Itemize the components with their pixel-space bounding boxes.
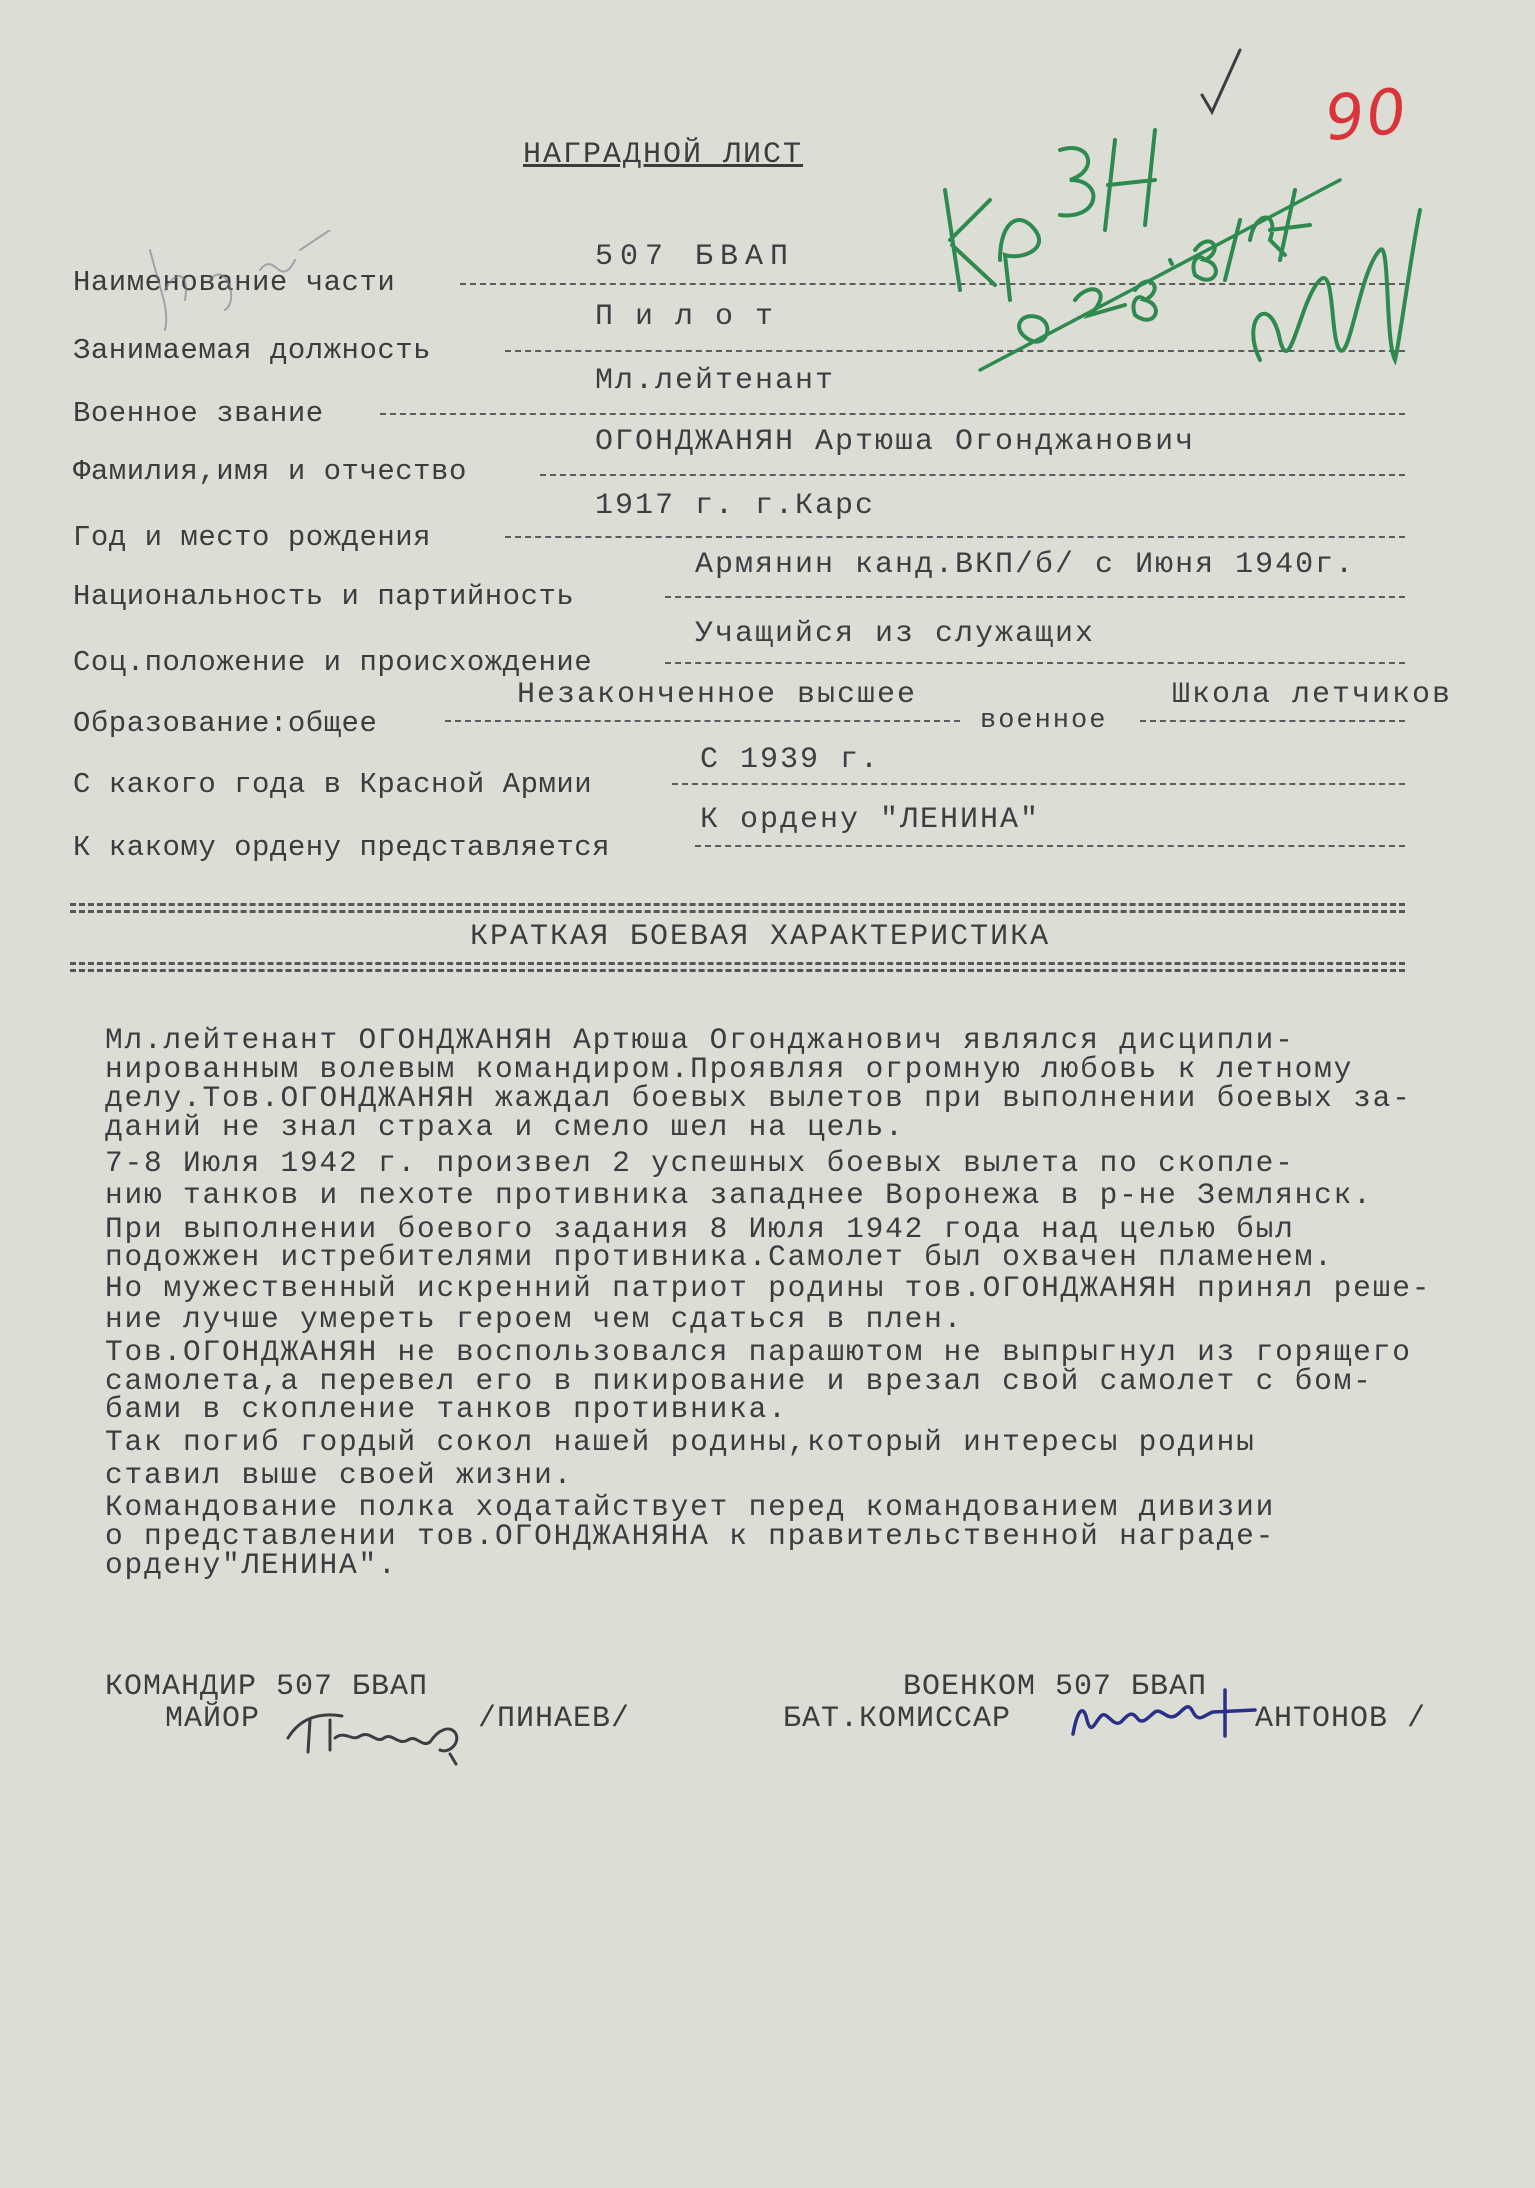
field-underline bbox=[665, 662, 1405, 664]
commander-title: КОМАНДИР 507 БВАП bbox=[105, 1670, 429, 1704]
commissar-rank: БАТ.КОМИССАР bbox=[783, 1702, 1012, 1736]
field-underline bbox=[505, 350, 1405, 352]
field-value-army-since: С 1939 г. bbox=[700, 743, 881, 777]
body-line: При выполнении боевого задания 8 Июля 1942 года над целью был bbox=[105, 1212, 1295, 1246]
body-line: Мл.лейтенант ОГОНДЖАНЯН Артюша Огонджанович являлся дисципли- bbox=[105, 1023, 1295, 1057]
field-value-social: Учащийся из служащих bbox=[695, 617, 1096, 651]
body-line: самолета,а перевел его в пикирование и врезал свой самолет с бом- bbox=[105, 1364, 1373, 1398]
red-handwritten-number: 90 bbox=[1321, 73, 1412, 156]
body-line: Так погиб гордый сокол нашей родины,который интересы родины bbox=[105, 1425, 1256, 1459]
field-underline bbox=[540, 474, 1405, 476]
commander-rank: МАЙОР bbox=[165, 1702, 261, 1736]
field-label-birth: Год и место рождения bbox=[73, 521, 432, 554]
body-line: Но мужественный искренний патриот родины тов.ОГОНДЖАНЯН принял реше- bbox=[105, 1271, 1432, 1305]
body-line: ставил выше своей жизни. bbox=[105, 1458, 574, 1492]
field-label-education: Образование:общее bbox=[73, 707, 378, 740]
field-value-position: П и л о т bbox=[595, 300, 776, 334]
body-line: нированным волевым командиром.Проявляя огромную любовь к летному bbox=[105, 1052, 1354, 1086]
field-label-rank: Военное звание bbox=[73, 397, 324, 430]
separator-top bbox=[70, 910, 1405, 913]
field-label-unit: Наименование части bbox=[73, 266, 396, 299]
separator-top bbox=[70, 903, 1405, 906]
field-value-unit: 507 БВАП bbox=[595, 240, 796, 274]
commissar-title: ВОЕНКОМ 507 БВАП bbox=[903, 1670, 1208, 1704]
field-value-full-name: ОГОНДЖАНЯН Артюша Огонджанович bbox=[595, 425, 1196, 459]
document-title: НАГРАДНОЙ ЛИСТ bbox=[523, 138, 804, 172]
field-value-nationality: Армянин канд.ВКП/б/ с Июня 1940г. bbox=[695, 548, 1356, 582]
field-underline bbox=[1140, 720, 1405, 722]
field-label-nationality: Национальность и партийность bbox=[73, 580, 575, 613]
section-title: КРАТКАЯ БОЕВАЯ ХАРАКТЕРИСТИКА bbox=[470, 920, 1051, 954]
field-underline bbox=[380, 413, 1405, 415]
field-underline bbox=[695, 845, 1405, 847]
field-underline bbox=[665, 596, 1405, 598]
body-line: ордену"ЛЕНИНА". bbox=[105, 1548, 398, 1582]
field-label-position: Занимаемая должность bbox=[73, 334, 432, 367]
field-underline bbox=[672, 783, 1405, 785]
body-line: Тов.ОГОНДЖАНЯН не воспользовался парашютом не выпрыгнул из горящего bbox=[105, 1335, 1412, 1369]
field-underline bbox=[445, 720, 960, 722]
body-line: о представлении тов.ОГОНДЖАНЯНА к правительственной награде- bbox=[105, 1519, 1276, 1553]
commissar-name: АНТОНОВ / bbox=[1255, 1702, 1427, 1736]
body-line: нию танков и пехоте противника западнее Воронежа в р-не Землянск. bbox=[105, 1178, 1373, 1212]
field-label-order: К какому ордену представляется bbox=[73, 831, 611, 864]
field-sublabel-military: военное bbox=[980, 706, 1108, 736]
field-value-education-general: Незаконченное высшее bbox=[517, 678, 918, 712]
body-line: бами в скопление танков противника. bbox=[105, 1392, 788, 1426]
body-line: делу.Тов.ОГОНДЖАНЯН жаждал боевых вылетов при выполнении боевых за- bbox=[105, 1081, 1412, 1115]
field-underline bbox=[505, 536, 1405, 538]
body-line: даний не знал страха и смело шел на цель. bbox=[105, 1110, 905, 1144]
field-label-army-since: С какого года в Красной Армии bbox=[73, 768, 593, 801]
body-line: 7-8 Июля 1942 г. произвел 2 успешных боевых вылета по скопле- bbox=[105, 1146, 1295, 1180]
field-value-birth: 1917 г. г.Карс bbox=[595, 489, 876, 523]
field-value-rank: Мл.лейтенант bbox=[595, 364, 836, 398]
field-underline bbox=[460, 283, 1405, 285]
separator-bottom bbox=[70, 962, 1405, 965]
separator-bottom bbox=[70, 969, 1405, 972]
field-label-full-name: Фамилия,имя и отчество bbox=[73, 455, 467, 488]
body-line: ние лучше умереть героем чем сдаться в плен. bbox=[105, 1302, 964, 1336]
body-line: подожжен истребителями противника.Самолет был охвачен пламенем. bbox=[105, 1240, 1334, 1274]
field-value-education-military: Школа летчиков bbox=[1172, 678, 1453, 712]
field-label-social: Соц.положение и происхождение bbox=[73, 646, 593, 679]
body-line: Командование полка ходатайствует перед командованием дивизии bbox=[105, 1490, 1276, 1524]
commander-name: /ПИНАЕВ/ bbox=[478, 1702, 631, 1736]
field-value-order: К ордену "ЛЕНИНА" bbox=[700, 803, 1041, 837]
